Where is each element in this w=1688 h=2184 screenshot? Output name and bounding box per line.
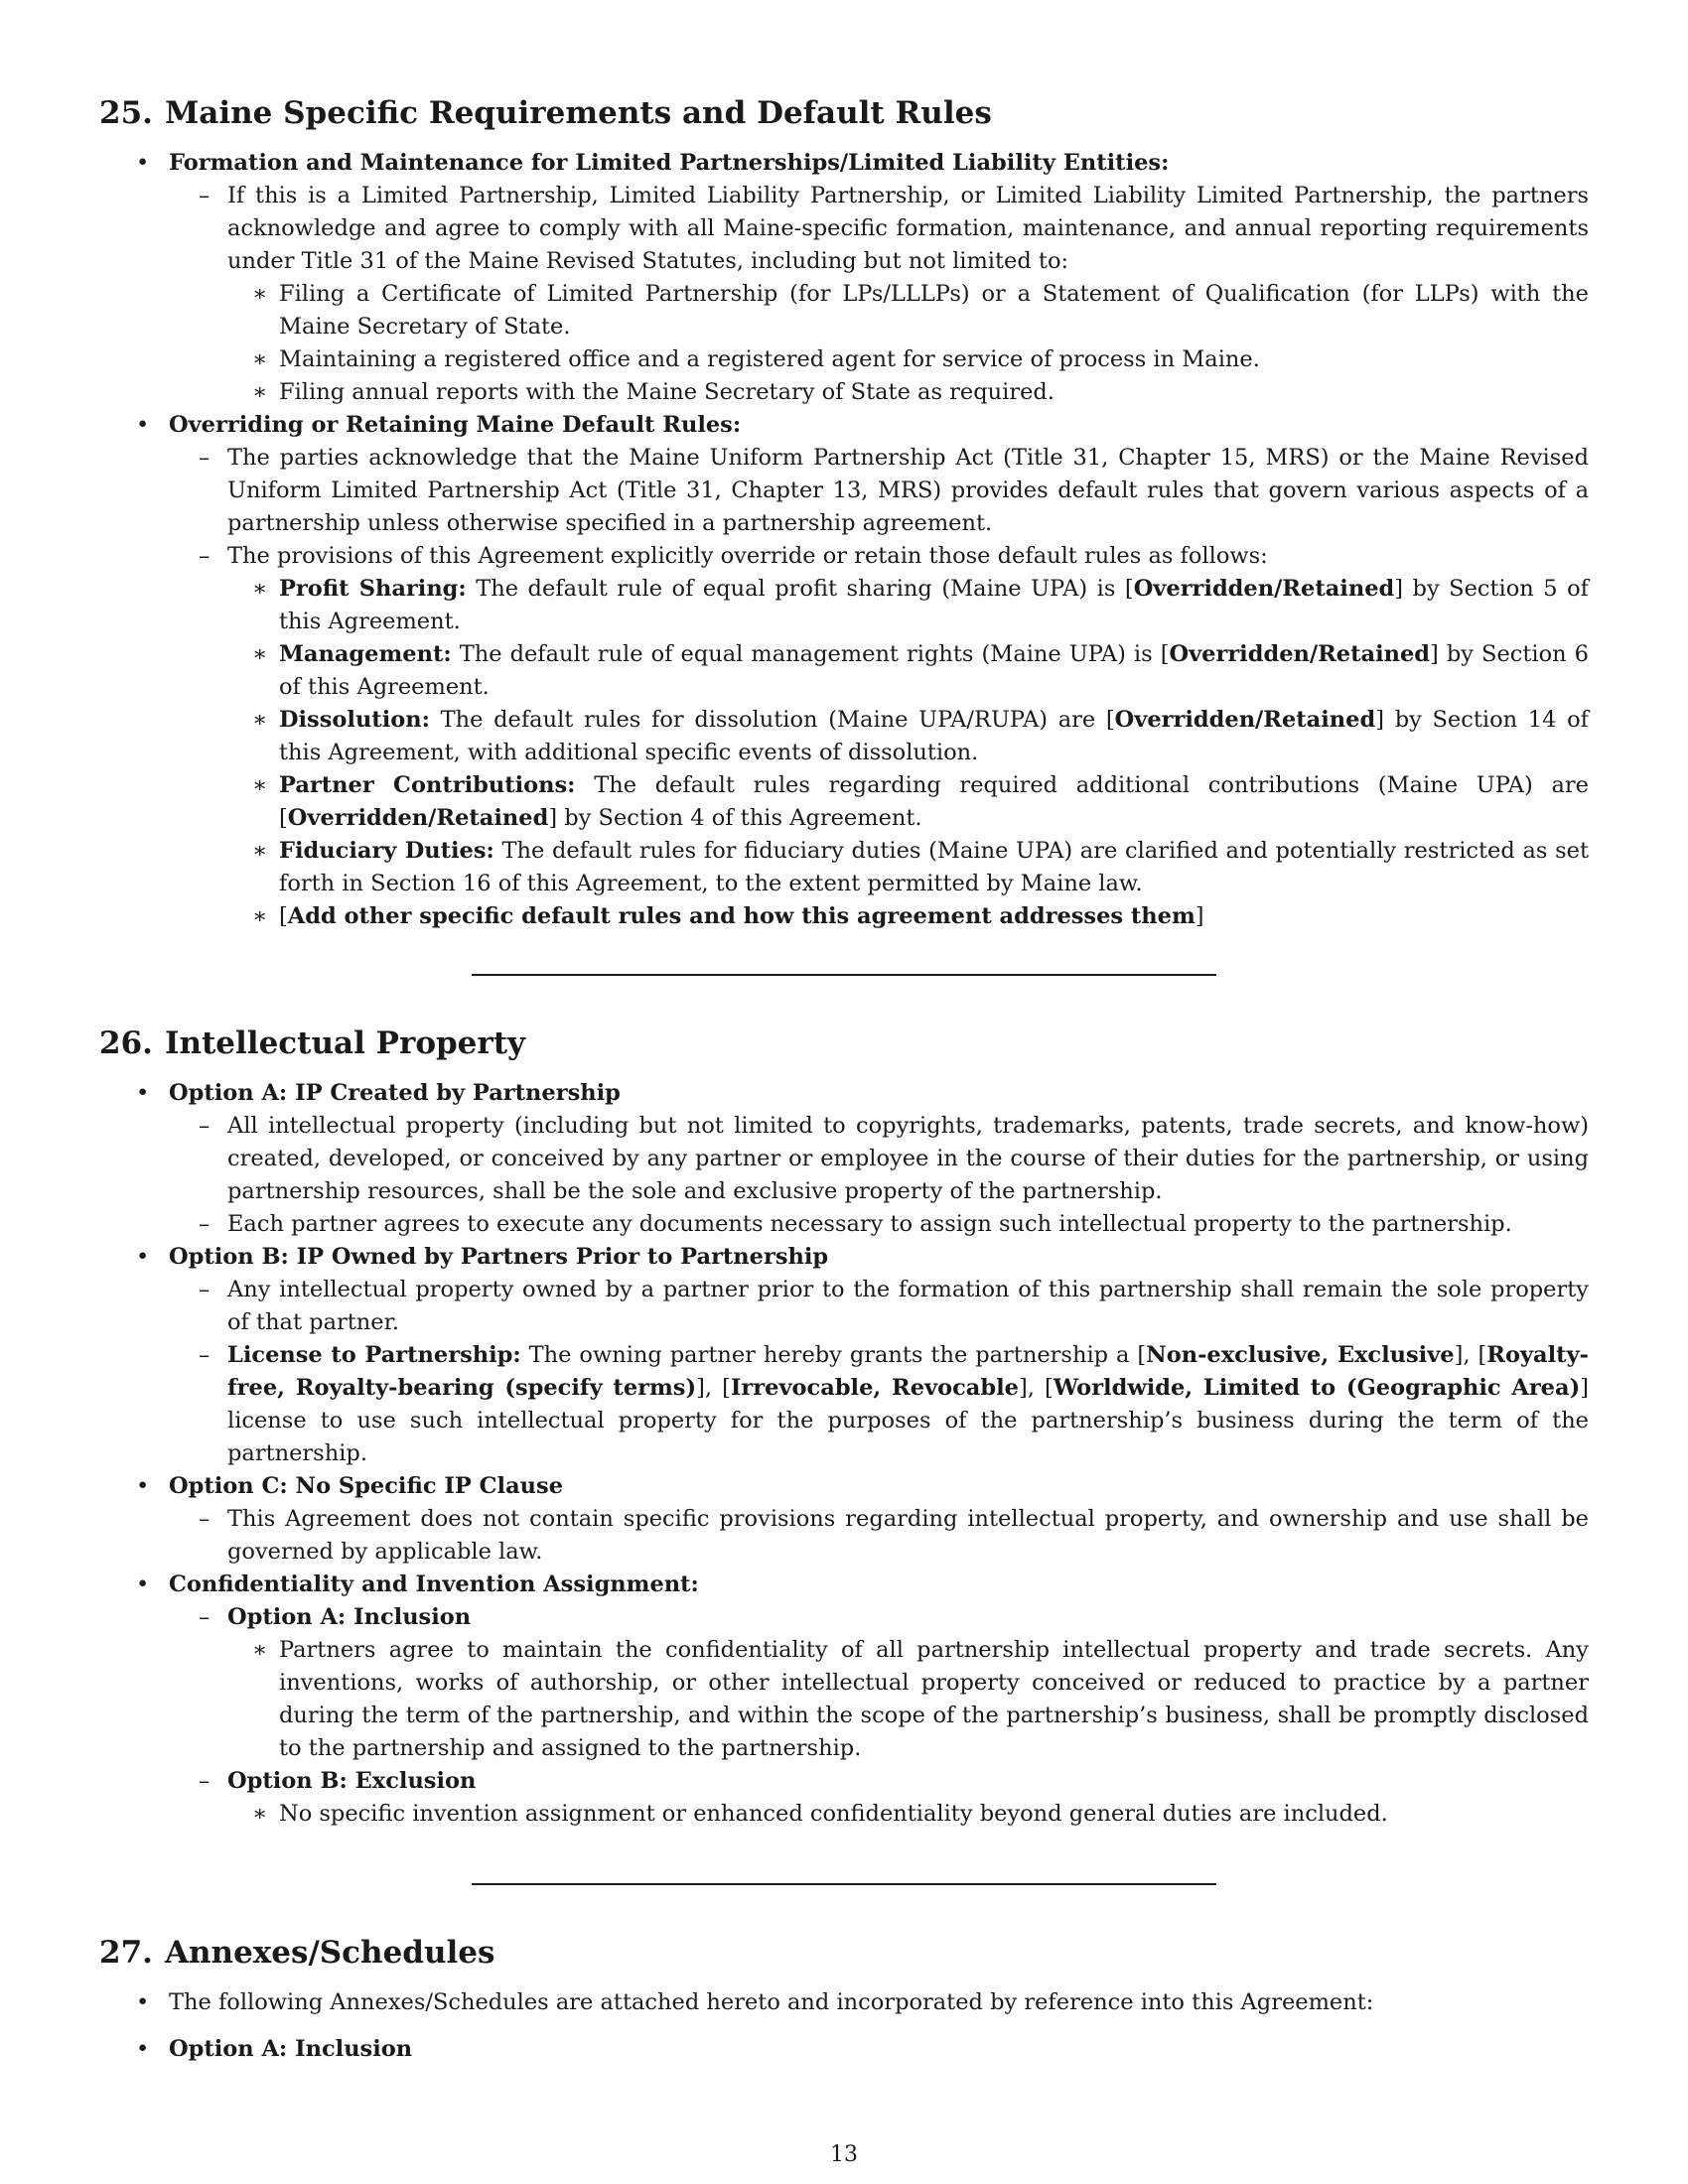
list-item [99, 409, 1589, 933]
list-item: ∗ Profit Sharing: The default rule of equal profit sharing (Maine UPA) is [Overridden/Retained] by Section 5 of this Agreement. [227, 573, 1589, 638]
list-item: – The parties acknowledge that the Maine Uniform Partnership Act (Title 31, Chapter 15, MRS) or the Maine Revised Uniform Limited Partnership Act (Title 31, Chapter 13, MRS) provides default rules that govern various aspects of a partnership unless otherwise specified in a partnership agreement. [169, 442, 1589, 540]
section-heading: 27. Annexes/Schedules [99, 1935, 495, 1971]
item-label: Option B: IP Owned by Partners Prior to Partnership [169, 1244, 829, 1270]
item-label: Option A: IP Created by Partnership [169, 1080, 621, 1106]
list-item: ∗ No specific invention assignment or enhanced confidentiality beyond general duties are included. [227, 1798, 1589, 1831]
document-page [99, 93, 1589, 2080]
list-item: – License to Partnership: The owning partner hereby grants the partnership a [Non-exclusive, Exclusive], [Royalty-free, Royalty-bearing (specify terms)], [Irrevocable, Revocable], [Worldwide, Limited to (Geographic Area)] license to use such intellectual property for the purposes of the partnership’s business during the term of the partnership. [169, 1339, 1589, 1470]
list-item: ∗ Dissolution: The default rules for dissolution (Maine UPA/RUPA) are [Overridden/Retained] by Section 14 of this Agreement, with additional specific events of dissolution. [227, 704, 1589, 769]
section-27 [99, 1933, 1589, 2066]
bullet-list [99, 1986, 1589, 2066]
list-item: ∗ Maintaining a registered office and a registered agent for service of process in Maine. [227, 343, 1589, 376]
bullet-list [99, 1077, 1589, 1831]
list-item: ∗ Partners agree to maintain the confidentiality of all partnership intellectual property and trade secrets. Any inventions, works of authorship, or other intellectual property conceived or reduced to practice by a partner during the term of the partnership, and within the scope of the partnership’s business, shall be promptly disclosed to the partnership and assigned to the partnership. [227, 1634, 1589, 1765]
list-item: – Any intellectual property owned by a partner prior to the formation of this partnership shall remain the sole property of that partner. [169, 1274, 1589, 1339]
page-number: 13 [830, 2142, 858, 2167]
section-25 [99, 93, 1589, 933]
item-label: Formation and Maintenance for Limited Partnerships/Limited Liability Entities: [169, 150, 1170, 176]
list-item: • Option A: Inclusion [99, 2033, 1589, 2066]
list-item: – Each partner agrees to execute any documents necessary to assign such intellectual property to the partnership. [169, 1208, 1589, 1241]
list-item: ∗ [Add other specific default rules and how this agreement addresses them] [227, 900, 1589, 933]
list-item: ∗ Management: The default rule of equal management rights (Maine UPA) is [Overridden/Retained] by Section 6 of this Agreement. [227, 638, 1589, 704]
list-item: – Option B: Exclusion ∗ No specific invention assignment or enhanced confidentiality beyond general duties are included. [169, 1765, 1589, 1831]
list-item [99, 147, 1589, 409]
list-item: • The following Annexes/Schedules are attached hereto and incorporated by reference into this Agreement: [99, 1986, 1589, 2019]
list-item: – All intellectual property (including but not limited to copyrights, trademarks, patents, trade secrets, and know-how) created, developed, or conceived by any partner or employee in the course of their duties for the partnership, or using partnership resources, shall be the sole and exclusive property of the partnership. [169, 1110, 1589, 1208]
section-divider [472, 1883, 1216, 1885]
item-label: Option C: No Specific IP Clause [169, 1473, 564, 1499]
list-item: – If this is a Limited Partnership, Limited Liability Partnership, or Limited Liability Limited Partnership, the partners acknowledge and agree to comply with all Maine-specific formation, maintenance, and annual reporting requirements under Title 31 of the Maine Revised Statutes, including but not limited to: ∗ Filing a Certificate of Limited Partnership (for LPs/LLLPs) or a Statement of Qualification (for LLPs) with the Maine Secretary of State. ∗ Maintaining a registered office and a registered agent for service of process in Maine. ∗ Filing annual reports with the Maine Secretary of State as required. [169, 180, 1589, 409]
list-item: ∗ Filing a Certificate of Limited Partnership (for LPs/LLLPs) or a Statement of Qualification (for LLPs) with the Maine Secretary of State. [227, 278, 1589, 343]
list-item: – Option A: Inclusion ∗ Partners agree to maintain the confidentiality of all partnership intellectual property and trade secrets. Any inventions, works of authorship, or other intellectual property conceived or reduced to practice by a partner during the term of the partnership, and within the scope of the partnership’s business, shall be promptly disclosed to the partnership and assigned to the partnership. [169, 1601, 1589, 1765]
bullet-list [99, 147, 1589, 933]
list-item [99, 1241, 1589, 1470]
item-label: Overriding or Retaining Maine Default Rules: [169, 412, 742, 438]
list-item: – The provisions of this Agreement explicitly override or retain those default rules as follows: ∗ Profit Sharing: The default rule of equal profit sharing (Maine UPA) is [Overridden/Retained] by Section 5 of this Agreement. ∗ Management: The default rule of equal management rights (Maine UPA) is [Overridden/Retained] by Section 6 of this Agreement. ∗ Dissolution: The default rules for dissolution (Maine UPA/RUPA) are [Overridden/Retained] by Section 14 of this Agreement, with additional specific events of dissolution. ∗ Partner Contributions: The default rules regarding required additional contributions (Maine UPA) are [Overridden/Retained] by Section 4 of this Agreement. ∗ Fiduciary Duties: The default rules for fiduciary duties (Maine UPA) are clarified and potentially restricted as set forth in Section 16 of this Agreement, to the extent permitted by Maine law. ∗ [Add other specific default rules and how this agreement addresses them] [169, 540, 1589, 933]
list-item [99, 1077, 1589, 1241]
list-item: ∗ Partner Contributions: The default rules regarding required additional contributions (Maine UPA) are [Overridden/Retained] by Section 4 of this Agreement. [227, 769, 1589, 835]
item-label: Confidentiality and Invention Assignment: [169, 1571, 699, 1597]
section-divider [472, 974, 1216, 976]
section-heading: 26. Intellectual Property [99, 1025, 526, 1061]
section-26 [99, 1024, 1589, 1831]
list-item [99, 1470, 1589, 1569]
section-heading: 25. Maine Specific Requirements and Default Rules [99, 95, 992, 131]
list-item: ∗ Fiduciary Duties: The default rules for fiduciary duties (Maine UPA) are clarified and potentially restricted as set forth in Section 16 of this Agreement, to the extent permitted by Maine law. [227, 835, 1589, 900]
list-item [99, 1569, 1589, 1831]
list-item: ∗ Filing annual reports with the Maine Secretary of State as required. [227, 376, 1589, 409]
list-item: – This Agreement does not contain specific provisions regarding intellectual property, and ownership and use shall be governed by applicable law. [169, 1503, 1589, 1569]
